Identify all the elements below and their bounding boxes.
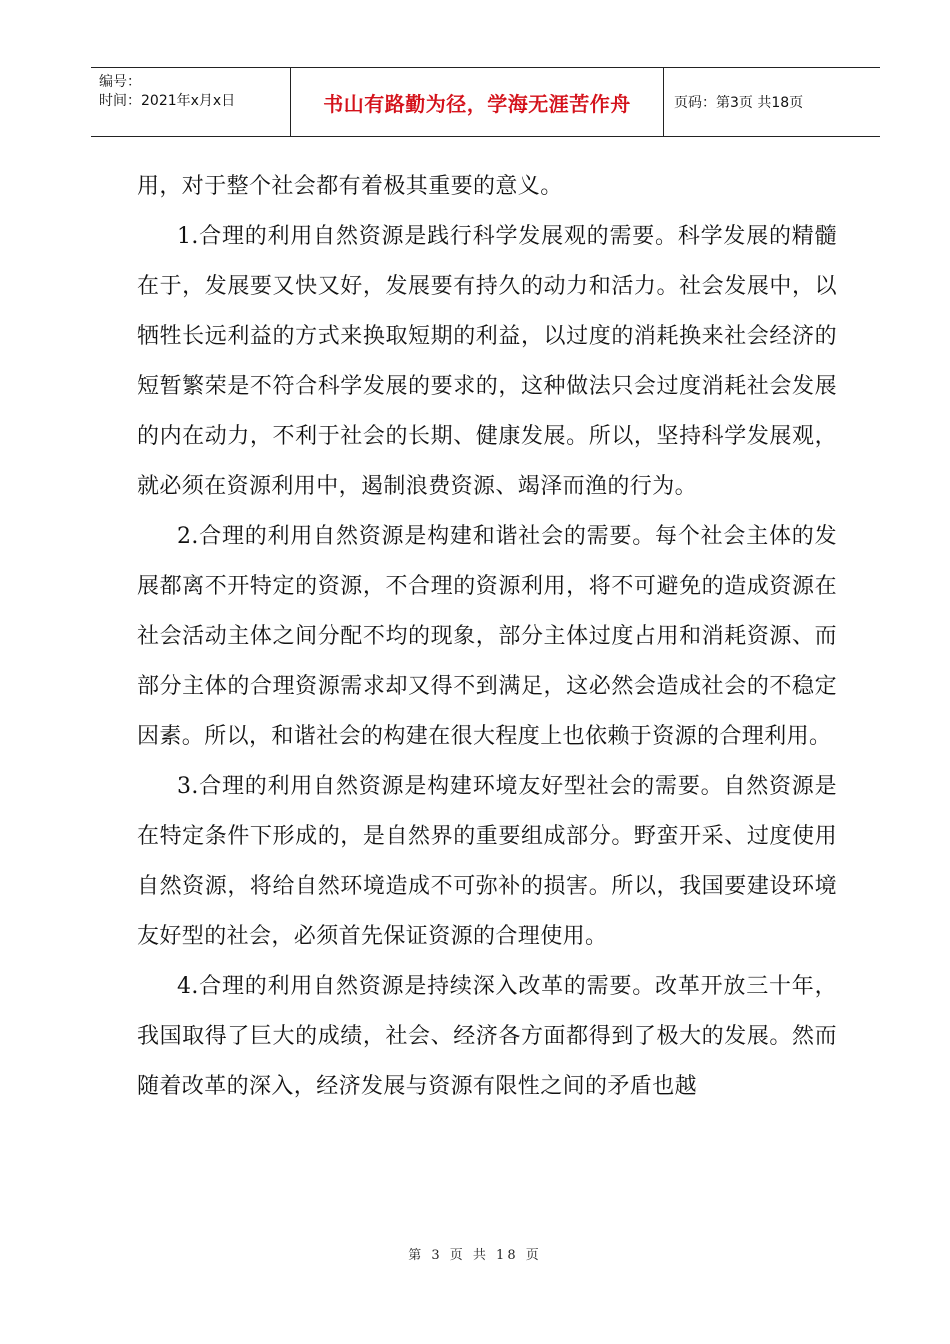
- paragraph-point-2: 2.合理的利用自然资源是构建和谐社会的需要。每个社会主体的发展都离不开特定的资源，不合理的资源利用，将不可避免的造成资源在社会活动主体之间分配不均的现象，部分主体过度占用和消耗资源、而部分主体的合理资源需求却又得不到满足，这必然会造成社会的不稳定因素。所以，和谐社会的构建在很大程度上也依赖于资源的合理利用。: [137, 524, 837, 749]
- header-motto: 书山有路勤为径，学海无涯苦作舟: [291, 68, 664, 136]
- paragraph-point-3: 3.合理的利用自然资源是构建环境友好型社会的需要。自然资源是在特定条件下形成的，是自然界的重要组成部分。野蛮开采、过度使用自然资源，将给自然环境造成不可弥补的损害。所以，我国要建设环境友好型的社会，必须首先保证资源的合理使用。: [137, 774, 837, 949]
- header-page-label: 页码：第3页 共18页: [674, 95, 804, 111]
- page-header: [91, 67, 880, 137]
- document-number-label: 编号：: [99, 74, 141, 90]
- paragraph-point-1: 1.合理的利用自然资源是践行科学发展观的需要。科学发展的精髓在于，发展要又快又好，发展要有持久的动力和活力。社会发展中，以牺牲长远利益的方式来换取短期的利益，以过度的消耗换来社会经济的短暂繁荣是不符合科学发展的要求的，这种做法只会过度消耗社会发展的内在动力，不利于社会的长期、健康发展。所以，坚持科学发展观，就必须在资源利用中，遏制浪费资源、竭泽而渔的行为。: [137, 224, 837, 499]
- header-meta: [91, 68, 291, 136]
- document-body: [137, 162, 837, 1112]
- page-footer: 第 3 页 共 18 页: [408, 1248, 542, 1263]
- paragraph-point-4: 4.合理的利用自然资源是持续深入改革的需要。改革开放三十年，我国取得了巨大的成绩，社会、经济各方面都得到了极大的发展。然而随着改革的深入，经济发展与资源有限性之间的矛盾也越: [137, 974, 837, 1099]
- document-time-label: 时间：2021年x月x日: [99, 93, 236, 109]
- paragraph-continuation: 用，对于整个社会都有着极其重要的意义。: [137, 174, 563, 199]
